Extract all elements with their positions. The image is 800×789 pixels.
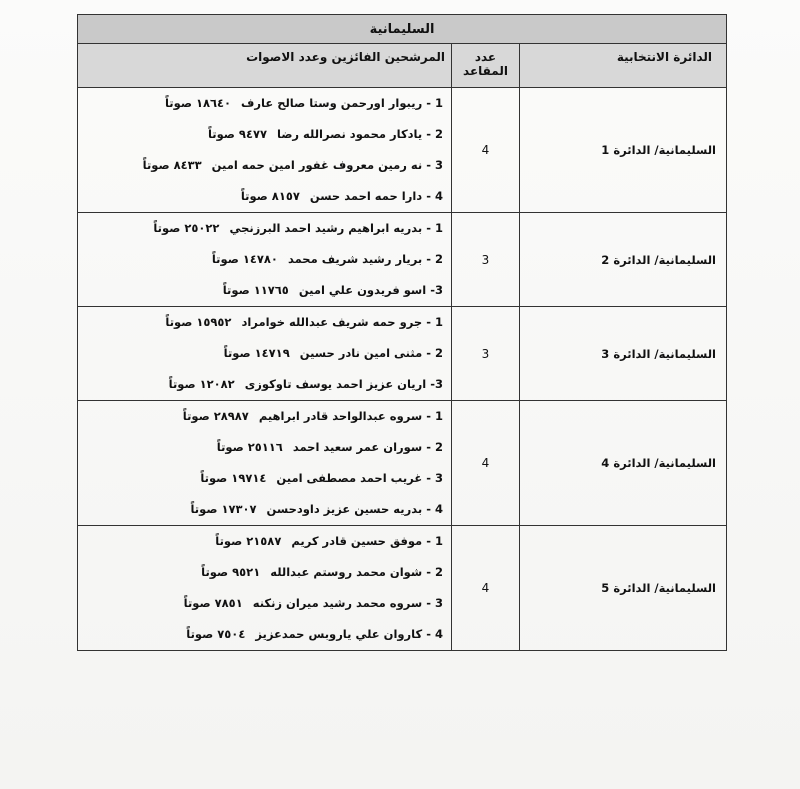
candidate-number: 2 - (426, 252, 443, 266)
candidate-number: 1 - (426, 96, 443, 110)
candidate-line (78, 275, 451, 306)
candidate-number: 3 - (426, 471, 443, 485)
candidate-list (78, 88, 452, 213)
candidate-votes: ١٢٠٨٢ صوتاً (168, 377, 235, 391)
candidate-line (78, 401, 451, 432)
header-seats: عدد المقاعد (452, 44, 520, 88)
district-row (78, 526, 727, 651)
table-body (78, 88, 727, 651)
candidate-line (78, 307, 451, 338)
candidate-name: بريار رشيد شريف محمد (287, 252, 423, 266)
candidate-votes: ٧٥٠٤ صوتاً (186, 627, 246, 641)
header-candidates: المرشحين الفائزين وعدد الاصوات (78, 44, 452, 88)
candidate-line (78, 557, 451, 588)
candidate-name: اريان عزيز احمد يوسف تاوكوزى (244, 377, 427, 391)
table-title: السليمانية (78, 15, 727, 44)
candidate-line (78, 119, 451, 150)
candidate-list (78, 213, 452, 307)
district-name: السليمانية/ الدائرة 5 (520, 526, 727, 651)
candidate-number: 1 - (426, 221, 443, 235)
district-row (78, 307, 727, 401)
header-row (78, 44, 727, 88)
candidate-votes: ١١٧٦٥ صوتاً (222, 283, 289, 297)
candidate-line (78, 526, 451, 557)
candidate-name: اسو فريدون علي امين (298, 283, 427, 297)
seat-count: 3 (452, 307, 520, 401)
candidate-name: نه رمين معروف غفور امين حمه امين (211, 158, 423, 172)
candidate-votes: ١٩٧١٤ صوتاً (200, 471, 267, 485)
seat-count: 4 (452, 526, 520, 651)
candidate-line (78, 150, 451, 181)
candidate-number: 4 - (426, 502, 443, 516)
district-row (78, 401, 727, 526)
seat-count: 3 (452, 213, 520, 307)
district-row (78, 213, 727, 307)
candidate-line (78, 369, 451, 400)
candidate-line (78, 463, 451, 494)
candidate-line (78, 181, 451, 212)
candidate-votes: ٢٥١١٦ صوتاً (216, 440, 283, 454)
candidate-line (78, 213, 451, 244)
candidate-name: شوان محمد روستم عبدالله (270, 565, 423, 579)
candidate-number: 4 - (426, 189, 443, 203)
candidate-name: ريبوار اورحمن وستا صالح عارف (241, 96, 423, 110)
district-name: السليمانية/ الدائرة 2 (520, 213, 727, 307)
results-table (77, 14, 727, 651)
candidate-number: 2 - (426, 127, 443, 141)
candidate-line (78, 494, 451, 525)
candidate-votes: ١٥٩٥٢ صوتاً (165, 315, 232, 329)
candidate-number: 2 - (426, 565, 443, 579)
candidate-votes: ٨١٥٧ صوتاً (240, 189, 300, 203)
candidate-name: دارا حمه احمد حسن (309, 189, 423, 203)
candidate-number: 1 - (426, 534, 443, 548)
candidate-number: 1 - (426, 409, 443, 423)
candidate-line (78, 432, 451, 463)
district-name: السليمانية/ الدائرة 1 (520, 88, 727, 213)
candidate-votes: ٢١٥٨٧ صوتاً (215, 534, 282, 548)
candidate-votes: ٩٤٧٧ صوتاً (207, 127, 267, 141)
candidate-name: سروه محمد رشيد ميران زنكنه (252, 596, 423, 610)
candidate-number: 2 - (426, 440, 443, 454)
candidate-number: 3- (430, 377, 443, 391)
candidate-name: موفق حسين قادر كريم (291, 534, 423, 548)
candidate-number: 4 - (426, 627, 443, 641)
candidate-votes: ١٤٧١٩ صوتاً (223, 346, 290, 360)
title-row (78, 15, 727, 44)
candidate-votes: ١٧٣٠٧ صوتاً (190, 502, 257, 516)
candidate-name: سروه عبدالواحد قادر ابراهيم (258, 409, 423, 423)
candidate-number: 1 - (426, 315, 443, 329)
candidate-votes: ٢٥٠٢٢ صوتاً (153, 221, 220, 235)
candidate-number: 3 - (426, 596, 443, 610)
candidate-list (78, 307, 452, 401)
candidate-line (78, 244, 451, 275)
candidate-list (78, 526, 452, 651)
candidate-votes: ٧٨٥١ صوتاً (183, 596, 243, 610)
seat-count: 4 (452, 88, 520, 213)
candidate-name: جرو حمه شريف عبدالله خوامراد (241, 315, 423, 329)
candidate-list (78, 401, 452, 526)
candidate-name: مثنى امين نادر حسين (299, 346, 423, 360)
candidate-votes: ٨٤٣٣ صوتاً (142, 158, 202, 172)
seat-count: 4 (452, 401, 520, 526)
candidate-name: بدريه ابراهيم رشيد احمد البرزنجي (229, 221, 423, 235)
candidate-votes: ٢٨٩٨٧ صوتاً (182, 409, 249, 423)
header-district: الدائرة الانتخابية (520, 44, 727, 88)
candidate-line (78, 88, 451, 119)
candidate-number: 3- (430, 283, 443, 297)
candidate-votes: ١٤٧٨٠ صوتاً (211, 252, 278, 266)
candidate-number: 3 - (426, 158, 443, 172)
candidate-line (78, 338, 451, 369)
district-name: السليمانية/ الدائرة 3 (520, 307, 727, 401)
district-row (78, 88, 727, 213)
candidate-name: يادكار محمود نصرالله رضا (277, 127, 423, 141)
candidate-name: غريب احمد مصطفى امين (276, 471, 423, 485)
district-name: السليمانية/ الدائرة 4 (520, 401, 727, 526)
candidate-number: 2 - (426, 346, 443, 360)
candidate-votes: ١٨٦٤٠ صوتاً (164, 96, 232, 110)
candidate-line (78, 588, 451, 619)
candidate-line (78, 619, 451, 650)
candidate-name: بدريه حسين عزيز داودحسن (266, 502, 423, 516)
candidate-name: سوران عمر سعيد احمد (292, 440, 423, 454)
candidate-votes: ٩٥٢١ صوتاً (201, 565, 261, 579)
candidate-name: كاروان علي ياروبس حمدعزيز (255, 627, 423, 641)
